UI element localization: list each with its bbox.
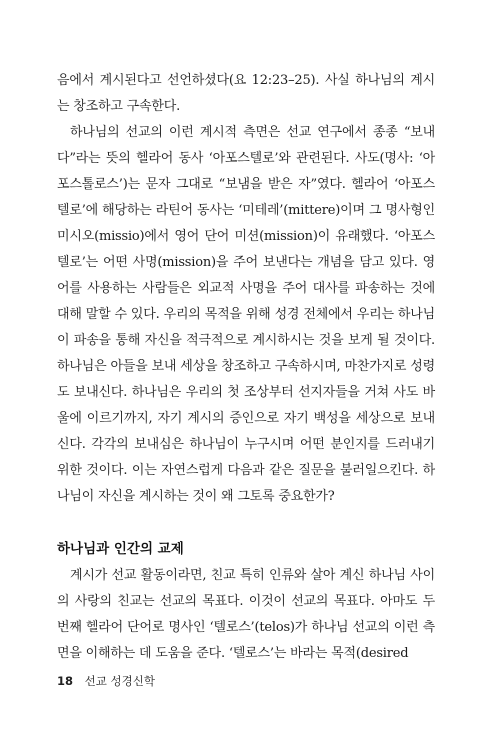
- paragraph-continued: 음에서 계시된다고 선언하셨다(요 12:23–25). 사실 하나님의 계시는 창조하고 구속한다.: [57, 73, 435, 114]
- page-body: [57, 62, 435, 667]
- page-number: 18: [57, 674, 74, 688]
- section-heading: 하나님과 인간의 교제: [57, 541, 184, 557]
- page-footer: [57, 673, 155, 689]
- running-title: 선교 성경신학: [84, 674, 155, 688]
- paragraph-fellowship: 계시가 선교 활동이라면, 친교 특히 인류와 살아 계신 하나님 사이의 사랑의 친교는 선교의 목표다. 이것이 선교의 목표다. 아마도 두 번째 헬라어 단어로 명사인 ‘텔로스’(telos)가 하나님 선교의 이런 측면을 이해하는 데 도움을 준다. ‘텔로스’는 바라는 목적(desired: [57, 568, 435, 661]
- paragraph-apostello: 하나님의 선교의 이런 계시적 측면은 선교 연구에서 종종 “보내다”라는 뜻의 헬라어 동사 ‘아포스텔로’와 관련된다. 사도(명사: ‘아포스톨로스’)는 문자 그대로 “보냄을 받은 자”였다. 헬라어 ‘아포스텔로’에 해당하는 라틴어 동사는 ‘미테레’(mittere)이며 그 명사형인 미시오(missio)에서 영어 단어 미션(mission)이 유래했다. ‘아포스텔로’는 어떤 사명(mission)을 주어 보낸다는 개념을 담고 있다. 영어를 사용하는 사람들은 외교적 사명을 주어 대사를 파송하는 것에 대해 말할 수 있다. 우리의 목적을 위해 성경 전체에서 우리는 하나님이 파송을 통해 자신을 적극적으로 계시하시는 것을 보게 될 것이다. 하나님은 아들을 보내 세상을 창조하고 구속하시며, 마찬가지로 성령도 보내신다. 하나님은 우리의 첫 조상부터 선지자들을 거쳐 사도 바울에 이르기까지, 자기 계시의 증인으로 자기 백성을 세상으로 보내신다. 각각의 보내심은 하나님이 누구시며 어떤 분인지를 드러내기 위한 것이다. 이는 자연스럽게 다음과 같은 질문을 불러일으킨다. 하나님이 자신을 계시하는 것이 왜 그토록 중요한가?: [57, 125, 435, 504]
